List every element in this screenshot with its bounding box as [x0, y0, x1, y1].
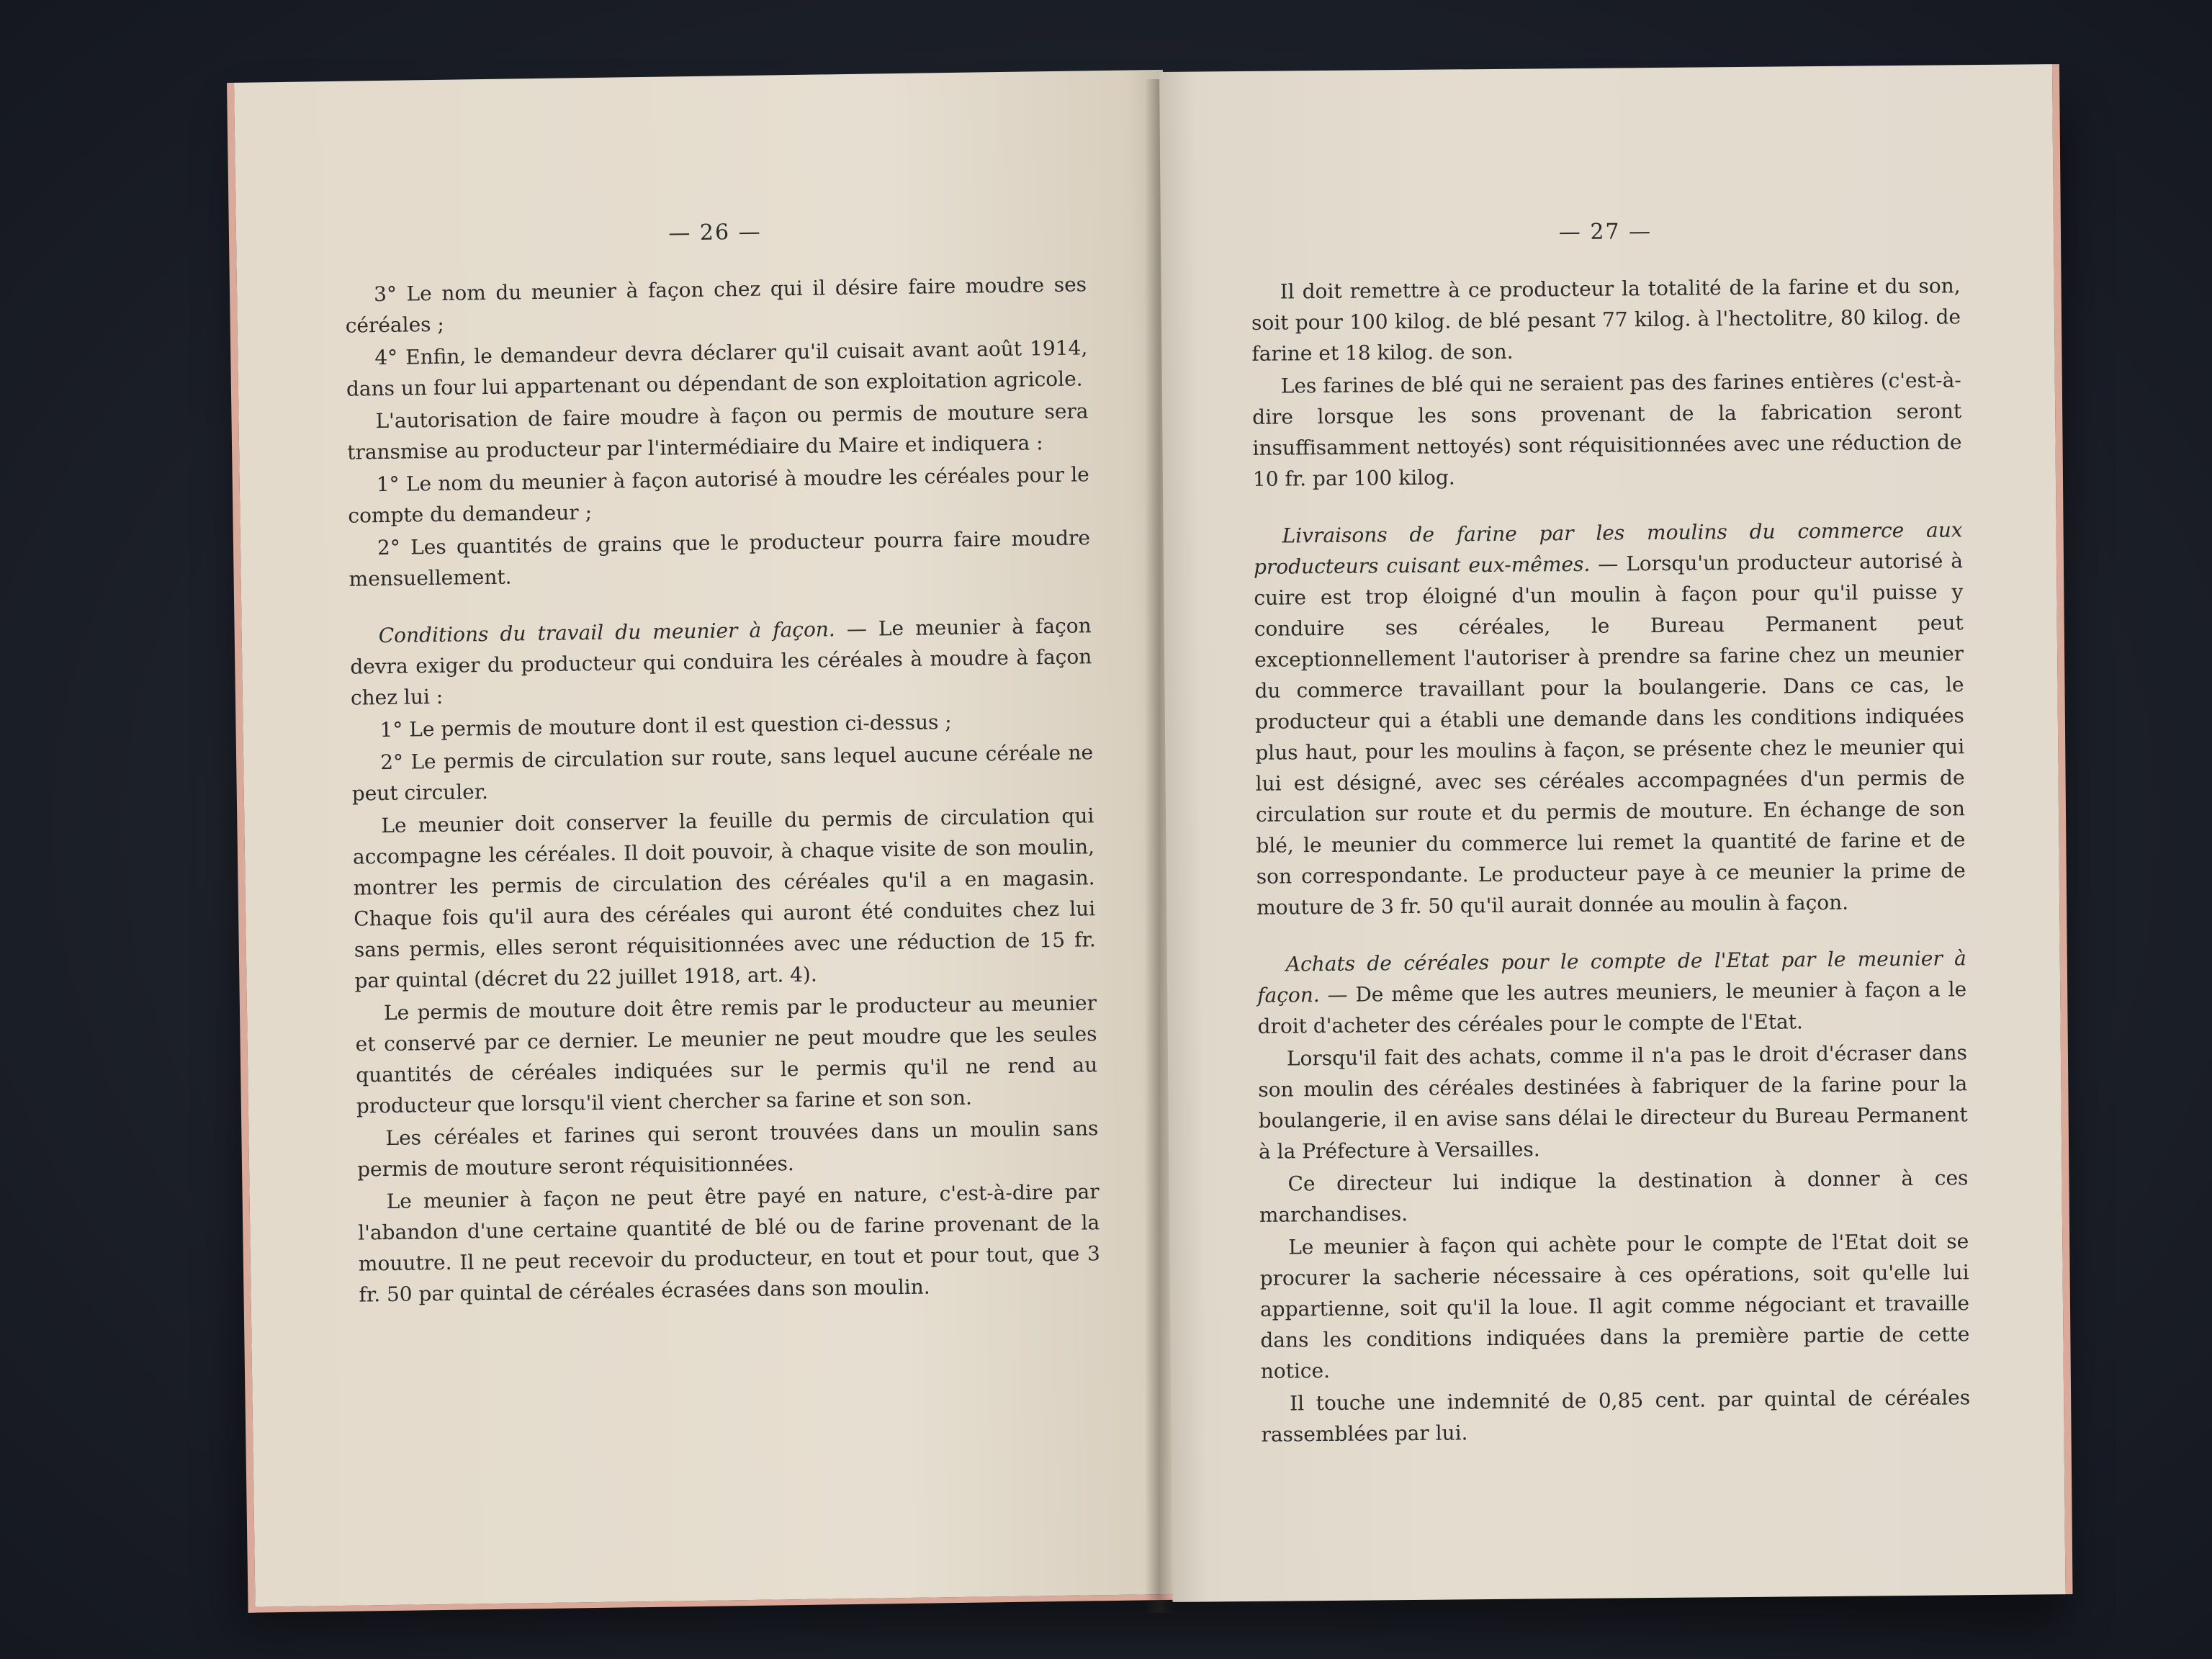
left-page [227, 70, 1184, 1613]
section-title: Conditions du travail du meunier à façon. [378, 617, 835, 648]
section-text: — Lorsqu'un producteur autorisé à cuire est trop éloigné d'un moulin à façon pour qu'il puisse y conduire ses céréales, le Bureau Permanent peut exceptionnellement l'autoriser à prendre sa farine chez un meunier du commerce travaillant pour la boulangerie. Dans ce cas, le producteur qui a établi une demande dans les conditions indiquées plus haut, pour les moulins à façon, se présente chez le meunier qui lui est désigné, avec ses céréales accompagnées d'un permis de circulation sur route et du permis de mouture. En échange de son blé, le meunier du commerce lui remet la quantité de farine et de son correspondante. Le producteur paye à ce meunier la prime de mouture de 3 fr. 50 qu'il aurait donnée au moulin à façon. [1254, 549, 1966, 920]
right-paragraph: Le meunier à façon qui achète pour le compte de l'Etat doit se procurer la sacherie nécessaire à ces opérations, soit qu'elle lui appartienne, soit qu'il la loue. Il agit comme négociant et travaille dans les conditions indiquées dans la première partie de cette notice. [1259, 1229, 1970, 1383]
left-paragraph: 4° Enfin, le demandeur devra déclarer qu'il cuisait avant août 1914, dans un four lui appartenant ou dépendant de son exploitation agricole. [346, 336, 1088, 401]
section-text: — De même que les autres meuniers, le meunier à façon a le droit d'acheter des céréales pour le compte de l'Etat. [1257, 977, 1967, 1038]
section-intro: — Le meunier à façon devra exiger du producteur qui conduira les céréales à moudre à façon chez lui : [350, 613, 1092, 710]
right-page [1159, 64, 2072, 1602]
left-paragraph: Le permis de mouture doit être remis par le producteur au meunier et conservé par ce dernier. Le meunier ne peut moudre que les seules quantités de céréales indiquées sur le permis qu'il ne rend au producteur que lorsqu'il vient chercher sa farine et son son. [355, 991, 1098, 1118]
right-paragraph: Lorsqu'il fait des achats, comme il n'a pas le droit d'écraser dans son moulin des céréales destinées à fabriquer de la farine pour la boulangerie, il en avise sans délai le directeur du Bureau Permanent à la Préfecture à Versailles. [1258, 1040, 1968, 1164]
left-paragraph: Les céréales et farines qui seront trouvées dans un moulin sans permis de mouture seront réquisitionnées. [356, 1116, 1099, 1182]
left-paragraph: 2° Les quantités de grains que le producteur pourra faire moudre mensuellement. [349, 526, 1091, 591]
right-section-purchases [1257, 943, 1967, 1042]
page-number-left: — 26 — [668, 219, 762, 246]
right-paragraph: Ce directeur lui indique la destination à donner à ces marchandises. [1259, 1166, 1969, 1227]
left-paragraph: Le meunier doit conserver la feuille du permis de circulation qui accompagne les céréales. Il doit pouvoir, à chaque visite de son moulin, montrer les permis de circulation des céréales qu'il a en magasin. Chaque fois qu'il aura des céréales qui auront été conduites chez lui sans permis, elles seront réquisitionnées avec une réduction de 15 fr. par quintal (décret du 22 juillet 1918, art. 4). [352, 804, 1096, 993]
right-paragraph: Il touche une indemnité de 0,85 cent. par quintal de céréales rassemblées par lui. [1261, 1385, 1971, 1447]
left-paragraph: Le meunier à façon ne peut être payé en nature, c'est-à-dire par l'abandon d'une certaine quantité de blé ou de farine provenant de la mouutre. Il ne peut recevoir du producteur, en tout et pour tout, que 3 fr. 50 par quintal de céréales écrasées dans son moulin. [358, 1179, 1101, 1307]
section-title: Achats de céréales pour le compte de l'Etat par le meunier à façon. [1257, 946, 1966, 1007]
left-paragraph: 2° Le permis de circulation sur route, sans lequel aucune céréale ne peut circuler. [351, 740, 1094, 806]
left-paragraph: L'autorisation de faire moudre à façon ou permis de mouture sera transmise au producteur par l'intermédiaire du Maire et indiquera : [346, 399, 1089, 464]
section-title: Livraisons de farine par les moulins du commerce aux producteurs cuisant eux-mêmes. [1253, 518, 1963, 579]
right-section-deliveries [1253, 514, 1966, 923]
left-paragraph: 1° Le nom du meunier à façon autorisé à moudre les céréales pour le compte du demandeur ; [348, 462, 1089, 528]
right-paragraph: Il doit remettre à ce producteur la totalité de la farine et du son, soit pour 100 kilog. de blé pesant 77 kilog. à l'hectolitre, 80 kilog. de farine et 18 kilog. de son. [1251, 274, 1961, 366]
page-number-right: — 27 — [1558, 219, 1653, 246]
left-paragraph: 3° Le nom du meunier à façon chez qui il désire faire moudre ses céréales ; [345, 272, 1087, 338]
left-section [349, 610, 1092, 713]
left-paragraph: 1° Le permis de mouture dont il est question ci-dessus ; [379, 710, 952, 742]
right-paragraph: Les farines de blé qui ne seraient pas des farines entières (c'est-à-dire lorsque les sons provenant de la fabrication seront insuffisamment nettoyés) sont réquisitionnées avec une réduction de 10 fr. par 100 kilog. [1252, 368, 1962, 491]
